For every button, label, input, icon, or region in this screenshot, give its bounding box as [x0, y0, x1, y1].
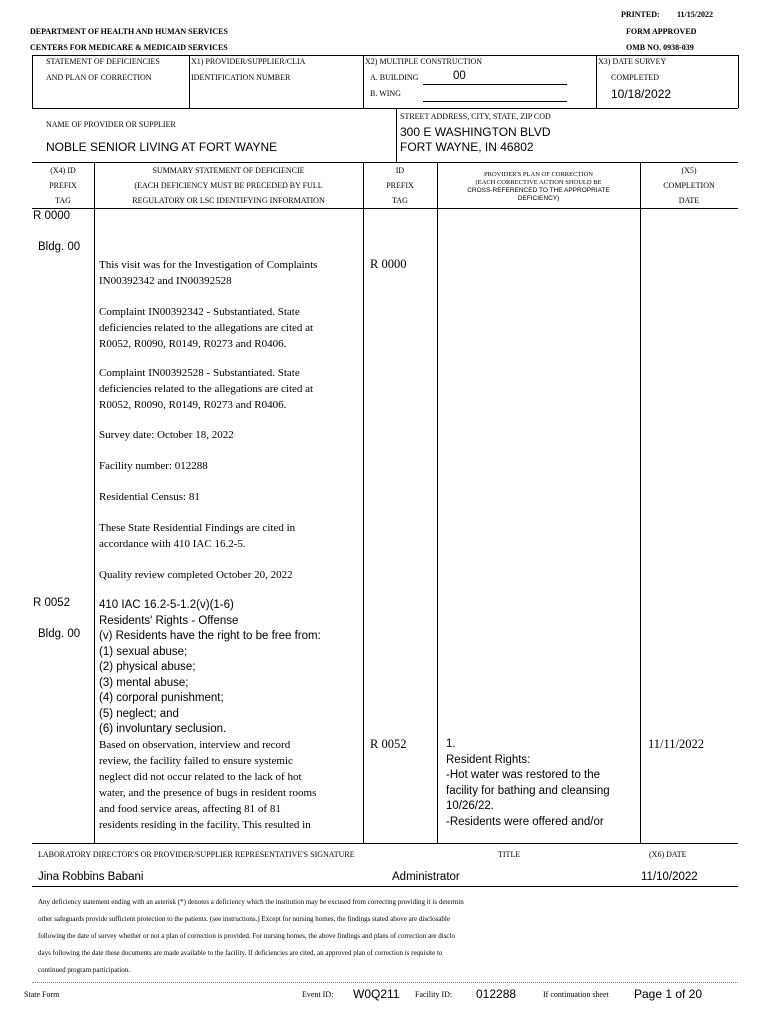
event-id-value: W0Q211 [353, 987, 400, 1001]
x6-date-label: (X6) DATE [649, 850, 687, 859]
r0000-text-block [99, 427, 234, 443]
r0052-reg-line: (6) involuntary seclusion. [99, 723, 227, 735]
r0052-tag: R 0052 [33, 597, 71, 609]
vrule-right-top [738, 55, 739, 108]
r0000-line: These State Residential Findings are cited in [99, 522, 296, 534]
r0000-bldg: Bldg. 00 [38, 241, 81, 253]
r0052-plan-block [446, 737, 610, 830]
omb-number: OMB NO. 0938-039 [626, 43, 694, 52]
summary-line-2: (EACH DEFICIENCY MUST BE PRECEDED BY FULL [134, 181, 323, 190]
r0000-text-block [99, 257, 317, 289]
id-line-3: TAG [392, 196, 408, 205]
r0000-tag: R 0000 [33, 210, 71, 222]
r0052-plan-line: -Hot water was restored to the [446, 769, 601, 781]
address-line-1: 300 E WASHINGTON BLVD [400, 125, 551, 139]
disclaimer-line: other safeguards provide sufficient protection to the patients. (see instructions.) Except for nursing homes, the findings stated above are disclosable [38, 915, 450, 923]
x3-line-1: X3) DATE SURVEY [598, 57, 667, 66]
plan-line-4: DEFICIENCY) [517, 195, 560, 202]
rule-provider-bottom [32, 162, 738, 163]
r0052-finding-line: review, the facility failed to ensure systemic [99, 755, 293, 767]
r0000-text-block [99, 304, 313, 352]
r0000-line: R0052, R0090, R0149, R0273 and R0406. [99, 338, 287, 350]
r0052-reg-line: (3) mental abuse; [99, 676, 189, 689]
provider-name-value: NOBLE SENIOR LIVING AT FORT WAYNE [46, 140, 278, 154]
x3-line-2: COMPLETED [611, 73, 659, 82]
r0052-reg-line: (v) Residents have the right to be free from: [99, 630, 321, 642]
building-underline [423, 84, 567, 85]
r0000-line: Residential Census: 81 [99, 491, 200, 503]
x5-line-3: DATE [678, 196, 700, 205]
disclaimer-line: following the date of survey whether or not a plan of correction is provided. For nursing homes, the above findings and plans of correction are disclo [38, 932, 455, 940]
building-value: 00 [453, 70, 466, 82]
address-label: STREET ADDRESS, CITY, STATE, ZIP COD [400, 112, 551, 121]
r0052-plan-line: Resident Rights: [446, 753, 531, 766]
x1-line-1: X1) PROVIDER/SUPPLIER/CLIA [191, 57, 306, 66]
r0052-id-tag: R 0052 [370, 737, 407, 751]
rule-top [32, 55, 738, 56]
r0052-reg-line: (1) sexual abuse; [99, 645, 188, 658]
address-line-2: FORT WAYNE, IN 46802 [400, 140, 534, 154]
r0052-findings-block [99, 737, 316, 833]
r0052-finding-line: neglect did not occur related to the lack of hot [99, 771, 302, 783]
r0000-line: Complaint IN00392342 - Substantiated. State [99, 306, 300, 318]
r0052-plan-line: 1. [446, 738, 456, 750]
r0052-bldg: Bldg. 00 [38, 628, 81, 640]
rule-body-bottom [32, 843, 738, 844]
r0052-reg-line: (2) physical abuse; [99, 661, 196, 673]
r0052-finding-line: Based on observation, interview and record [99, 739, 291, 751]
r0052-reg-line: (4) corporal punishment; [99, 692, 224, 704]
r0000-line: Facility number: 012288 [99, 460, 208, 472]
disclaimer-line: continued program participation. [38, 966, 130, 974]
signature-label: LABORATORY DIRECTOR'S OR PROVIDER/SUPPLIER REPRESENTATIVE'S SIGNATURE [38, 850, 355, 859]
id-line-1: ID [395, 166, 405, 175]
r0052-completion-date: 11/11/2022 [648, 737, 705, 751]
r0000-line: R0052, R0090, R0149, R0273 and R0406. [99, 399, 287, 411]
vrule-left-top [32, 55, 33, 108]
x4-line-1: (X4) ID [50, 166, 76, 175]
r0000-line: Survey date: October 18, 2022 [99, 429, 234, 441]
agency-line-1: DEPARTMENT OF HEALTH AND HUMAN SERVICES [30, 27, 228, 36]
r0000-line: This visit was for the Investigation of Complaints [99, 259, 318, 271]
x4-line-3: TAG [55, 196, 71, 205]
r0000-line: IN00392342 and IN00392528 [99, 275, 232, 287]
r0052-plan-line: -Residents were offered and/or [446, 815, 604, 828]
event-id-label: Event ID: [302, 990, 334, 999]
vrule-x2 [363, 55, 364, 108]
r0052-reg-line: Residents' Rights - Offense [99, 614, 239, 627]
form-approved: FORM APPROVED [626, 27, 697, 36]
disclaimer-block [38, 894, 464, 979]
signature-name: Jina Robbins Babani [38, 871, 144, 883]
disclaimer-line: days following the date these documents are made available to the facility. If deficiencies are cited, an approved plan of correction is requisite to [38, 949, 443, 957]
r0000-text-block [99, 567, 293, 583]
r0052-finding-line: and food service areas, affecting 81 of 81 [99, 803, 281, 815]
r0052-plan-line: facility for bathing and cleansing [446, 784, 610, 797]
title-label: TITLE [498, 850, 521, 859]
r0052-plan-line: 10/26/22. [446, 800, 494, 812]
vrule-col-id [437, 162, 438, 843]
x5-line-2: COMPLETION [663, 181, 715, 190]
rule-top-2 [32, 108, 738, 109]
plan-line-1: PROVIDER'S PLAN OF CORRECTION [484, 171, 593, 178]
disclaimer-line: Any deficiency statement ending with an asterisk (*) denotes a deficiency which the institution may be excused from correcting providing it is determin [38, 898, 464, 906]
plan-line-2: (EACH CORRECTIVE ACTION SHOULD BE [475, 179, 602, 186]
r0052-finding-line: water, and the presence of bugs in resident rooms [99, 787, 317, 799]
printed-date: 11/15/2022 [677, 10, 714, 19]
x4-line-2: PREFIX [49, 181, 77, 190]
vrule-col-summary [363, 162, 364, 843]
signature-date: 11/10/2022 [641, 871, 698, 883]
r0052-regulation-block [99, 598, 321, 738]
summary-line-3: REGULATORY OR LSC IDENTIFYING INFORMATION [132, 196, 325, 205]
vrule-address [396, 108, 397, 162]
vrule-x3 [596, 55, 597, 108]
id-line-2: PREFIX [386, 181, 414, 190]
rule-column-header-bottom [32, 208, 738, 209]
facility-id-value: 012288 [476, 987, 517, 1001]
signature-title: Administrator [392, 871, 460, 883]
summary-line-1: SUMMARY STATEMENT OF DEFICIENCIE [152, 166, 305, 175]
x1-line-2: IDENTIFICATION NUMBER [191, 73, 291, 82]
r0000-line: Complaint IN00392528 - Substantiated. State [99, 367, 300, 379]
r0000-id-tag: R 0000 [370, 257, 407, 271]
x2-title: X2) MULTIPLE CONSTRUCTION [365, 57, 483, 66]
r0052-finding-line: residents residing in the facility. This resulted in [99, 819, 311, 831]
agency-line-2: CENTERS FOR MEDICARE & MEDICAID SERVICES [30, 43, 228, 52]
vrule-col-plan [640, 162, 641, 843]
r0000-line: deficiencies related to the allegations are cited at [99, 322, 314, 334]
wing-underline [423, 101, 567, 102]
printed-label: PRINTED: [621, 10, 660, 19]
x5-line-1: (X5) [681, 166, 697, 175]
statement-line-1: STATEMENT OF DEFICIENCIES [46, 57, 160, 66]
r0000-text-block [99, 365, 313, 413]
building-label: A. BUILDING [370, 73, 419, 82]
r0000-line: accordance with 410 IAC 16.2-5. [99, 538, 246, 550]
plan-line-3: CROSS-REFERENCED TO THE APPROPRIATE [467, 187, 610, 194]
rule-signature-bottom [32, 886, 738, 887]
facility-id-label: Facility ID: [415, 990, 453, 999]
vrule-col-prefix [94, 162, 95, 843]
provider-name-label: NAME OF PROVIDER OR SUPPLIER [46, 120, 176, 129]
r0000-line: Quality review completed October 20, 2022 [99, 569, 293, 581]
r0052-reg-line: (5) neglect; and [99, 707, 179, 720]
r0000-text-block [99, 458, 208, 474]
continuation-label: If continuation sheet [543, 990, 609, 999]
page-number: Page 1 of 20 [634, 987, 703, 1001]
r0000-line: deficiencies related to the allegations are cited at [99, 383, 314, 395]
statement-line-2: AND PLAN OF CORRECTION [46, 73, 152, 82]
state-form-label: State Form [24, 990, 60, 999]
rule-footer-top [32, 982, 738, 983]
r0000-text-block [99, 489, 200, 505]
vrule-x1 [189, 55, 190, 108]
r0052-reg-line: 410 IAC 16.2-5-1.2(v)(1-6) [99, 599, 234, 611]
r0000-text-block [99, 520, 295, 552]
wing-label: B. WING [370, 89, 401, 98]
x3-value: 10/18/2022 [611, 87, 672, 101]
